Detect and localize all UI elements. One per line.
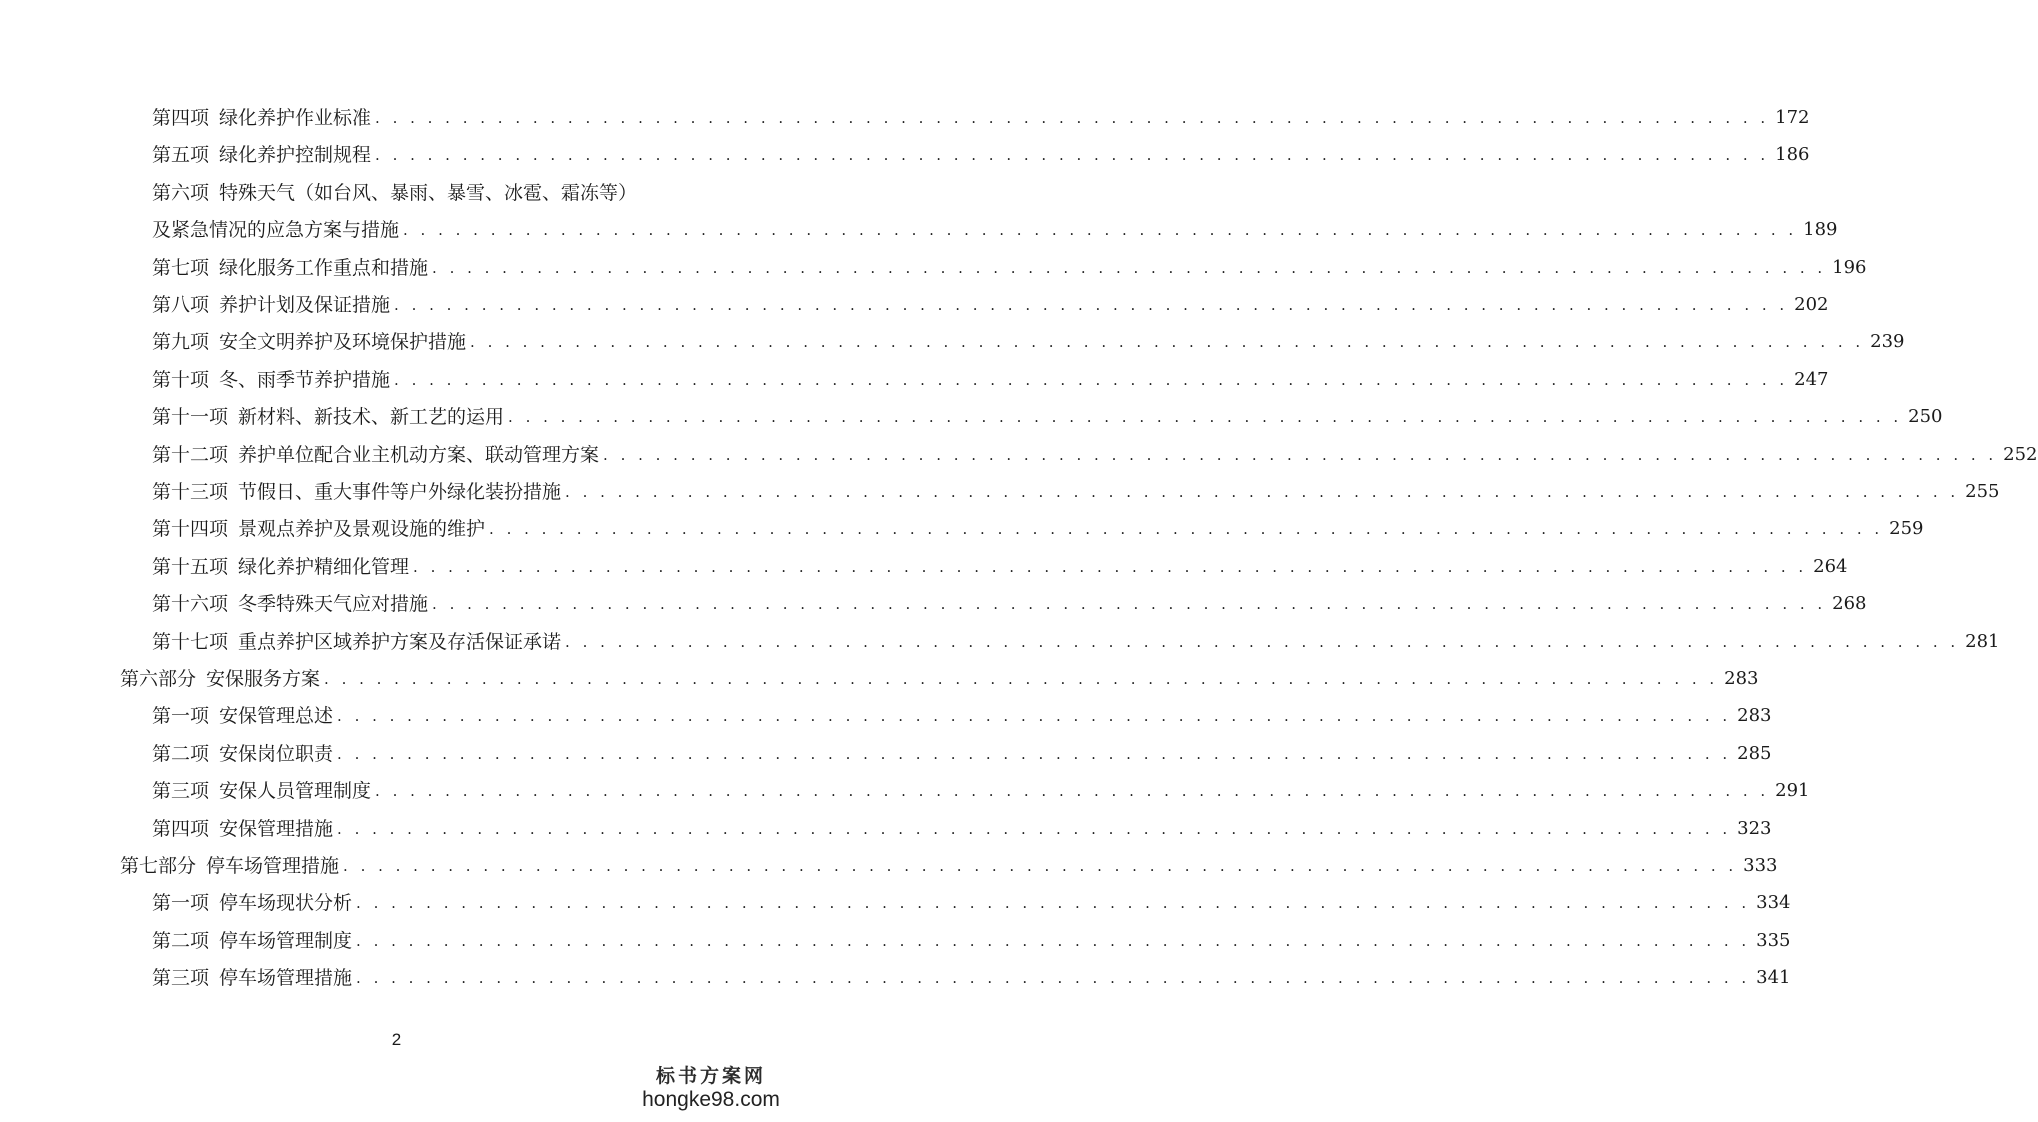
toc-entry-page: 283 bbox=[1724, 668, 1759, 689]
toc-entry-page: 341 bbox=[1756, 967, 1791, 989]
toc-entry[interactable] bbox=[152, 437, 2038, 473]
toc-entry-number: 第十四项 bbox=[152, 518, 229, 541]
toc-entry[interactable] bbox=[152, 474, 2000, 510]
toc-entry-label bbox=[152, 287, 390, 323]
site-watermark bbox=[636, 1065, 786, 1113]
toc-entry-label bbox=[152, 923, 352, 959]
watermark-url: hongke98.com bbox=[642, 1088, 780, 1111]
toc-entry[interactable] bbox=[152, 287, 1829, 323]
toc-dot-leader: . . . . . . . . . . . . . . . . . . . . . . . . . . . . . . . . . . . . . . . . . . . . . . . . . . . . . . . . . . . . . . . . . . . . . . . . . . . . . . . . bbox=[413, 557, 1808, 576]
toc-entry-title: 景观点养护及景观设施的维护 bbox=[238, 518, 486, 541]
toc-entry-title: 绿化养护作业标准 bbox=[219, 107, 372, 129]
toc-entry-number: 第十项 bbox=[152, 368, 210, 391]
toc-entry-number: 第十二项 bbox=[152, 443, 229, 466]
toc-entry-number: 第八项 bbox=[152, 294, 210, 316]
toc-entry-page: 186 bbox=[1775, 144, 1810, 166]
toc-entry-label bbox=[152, 736, 333, 772]
toc-entry-number: 第六部分 bbox=[120, 668, 197, 690]
toc-entry-number: 第一项 bbox=[152, 892, 210, 915]
toc-entry[interactable] bbox=[152, 549, 1848, 585]
toc-entry-number: 第十一项 bbox=[152, 406, 229, 429]
toc-entry[interactable] bbox=[152, 175, 674, 211]
toc-entry-number: 第一项 bbox=[152, 705, 210, 728]
toc-dot-leader: . . . . . . . . . . . . . . . . . . . . . . . . . . . . . . . . . . . . . . . . . . . . . . . . . . . . . . . . . . . . . . . . . . . . . . . . . . . . . . . . bbox=[508, 408, 1903, 427]
toc-dot-leader: . . . . . . . . . . . . . . . . . . . . . . . . . . . . . . . . . . . . . . . . . . . . . . . . . . . . . . . . . . . . . . . . . . . . . . . . . . . . . . . . bbox=[375, 782, 1770, 801]
toc-dot-leader: . . . . . . . . . . . . . . . . . . . . . . . . . . . . . . . . . . . . . . . . . . . . . . . . . . . . . . . . . . . . . . . . . . . . . . . . . . . . . . . . bbox=[565, 483, 1960, 501]
toc-entry-title: 停车场现状分析 bbox=[219, 892, 353, 915]
toc-entry-title: 及紧急情况的应急方案与措施 bbox=[152, 219, 400, 242]
toc-entry-page: 255 bbox=[1965, 481, 2000, 502]
toc-entry-label bbox=[152, 474, 561, 510]
toc-entry-number: 第十七项 bbox=[152, 630, 229, 653]
toc-entry-number: 第十六项 bbox=[152, 593, 229, 616]
toc-dot-leader: . . . . . . . . . . . . . . . . . . . . . . . . . . . . . . . . . . . . . . . . . . . . . . . . . . . . . . . . . . . . . . . . . . . . . . . . . . . . . . . . bbox=[470, 333, 1865, 352]
toc-dot-leader: . . . . . . . . . . . . . . . . . . . . . . . . . . . . . . . . . . . . . . . . . . . . . . . . . . . . . . . . . . . . . . . . . . . . . . . . . . . . . . . . bbox=[394, 370, 1789, 389]
toc-dot-leader: . . . . . . . . . . . . . . . . . . . . . . . . . . . . . . . . . . . . . . . . . . . . . . . . . . . . . . . . . . . . . . . . . . . . . . . . . . . . . . . . bbox=[603, 445, 1998, 464]
toc-entry-label bbox=[152, 773, 371, 809]
toc-section-entry[interactable] bbox=[120, 848, 1778, 884]
toc-dot-leader: . . . . . . . . . . . . . . . . . . . . . . . . . . . . . . . . . . . . . . . . . . . . . . . . . . . . . . . . . . . . . . . . . . . . . . . . . . . . . . . . bbox=[337, 707, 1732, 726]
toc-entry-page: 202 bbox=[1794, 294, 1829, 315]
toc-entry-number: 第七部分 bbox=[120, 855, 197, 877]
toc-entry-number: 第四项 bbox=[152, 107, 210, 129]
toc-entry-title: 安保管理总述 bbox=[219, 705, 334, 728]
toc-entry[interactable] bbox=[152, 399, 1943, 435]
toc-entry-page: 259 bbox=[1889, 518, 1924, 540]
toc-entry-title: 养护计划及保证措施 bbox=[219, 294, 391, 316]
toc-entry-page: 285 bbox=[1737, 742, 1772, 764]
toc-entry[interactable] bbox=[152, 624, 2000, 660]
toc-entry-label bbox=[120, 661, 320, 697]
toc-entry-title: 绿化养护控制规程 bbox=[219, 144, 372, 167]
toc-entry-page: 281 bbox=[1965, 630, 2000, 652]
toc-entry[interactable] bbox=[152, 511, 1924, 547]
toc-entry-title: 安保服务方案 bbox=[206, 668, 321, 690]
toc-entry-page: 196 bbox=[1832, 256, 1867, 278]
toc-entry-title: 安保岗位职责 bbox=[219, 742, 334, 765]
toc-entry-label bbox=[152, 250, 428, 286]
toc-entry[interactable] bbox=[152, 586, 1867, 622]
toc-entry-number: 第三项 bbox=[152, 967, 210, 990]
toc-entry-page: 268 bbox=[1832, 593, 1867, 615]
toc-entry[interactable] bbox=[152, 324, 1905, 360]
toc-entry-label bbox=[152, 437, 599, 473]
toc-dot-leader: . . . . . . . . . . . . . . . . . . . . . . . . . . . . . . . . . . . . . . . . . . . . . . . . . . . . . . . . . . . . . . . . . . . . . . . . . . . . . . . . bbox=[356, 894, 1751, 913]
toc-dot-leader: . . . . . . . . . . . . . . . . . . . . . . . . . . . . . . . . . . . . . . . . . . . . . . . . . . . . . . . . . . . . . . . . . . . . . . . . . . . . . . . . bbox=[356, 969, 1751, 988]
toc-entry-number: 第十五项 bbox=[152, 555, 229, 578]
toc-dot-leader: . . . . . . . . . . . . . . . . . . . . . . . . . . . . . . . . . . . . . . . . . . . . . . . . . . . . . . . . . . . . . . . . . . . . . . . . . . . . . . . . bbox=[394, 296, 1789, 314]
toc-dot-leader: . . . . . . . . . . . . . . . . . . . . . . . . . . . . . . . . . . . . . . . . . . . . . . . . . . . . . . . . . . . . . . . . . . . . . . . . . . . . . . . . bbox=[337, 744, 1732, 763]
toc-entry-title: 停车场管理措施 bbox=[219, 967, 353, 990]
toc-entry[interactable] bbox=[152, 923, 1791, 959]
toc-entry-number: 第四项 bbox=[152, 817, 210, 840]
toc-entry-page: 333 bbox=[1743, 855, 1778, 876]
toc-entry-title: 节假日、重大事件等户外绿化装扮措施 bbox=[238, 481, 562, 503]
toc-entry-page: 252 bbox=[2003, 443, 2038, 465]
toc-entry-title: 安保人员管理制度 bbox=[219, 780, 372, 803]
toc-entry-page: 334 bbox=[1756, 892, 1791, 914]
toc-entry-label bbox=[152, 212, 399, 248]
toc-entry-number: 第三项 bbox=[152, 780, 210, 803]
toc-entry[interactable] bbox=[152, 250, 1867, 286]
toc-entry-title: 安全文明养护及环境保护措施 bbox=[219, 331, 467, 354]
toc-entry-number: 第九项 bbox=[152, 331, 210, 354]
watermark-name: 标书方案网 bbox=[655, 1065, 766, 1087]
toc-entry-label bbox=[152, 324, 466, 360]
toc-entry-number: 第五项 bbox=[152, 144, 210, 167]
toc-entry-number: 第七项 bbox=[152, 256, 210, 279]
toc-dot-leader: . . . . . . . . . . . . . . . . . . . . . . . . . . . . . . . . . . . . . . . . . . . . . . . . . . . . . . . . . . . . . . . . . . . . . . . . . . . . . . . . bbox=[432, 595, 1827, 614]
toc-dot-leader: . . . . . . . . . . . . . . . . . . . . . . . . . . . . . . . . . . . . . . . . . . . . . . . . . . . . . . . . . . . . . . . . . . . . . . . . . . . . . . . . bbox=[432, 258, 1827, 277]
toc-entry-label bbox=[152, 885, 352, 921]
toc-entry-page: 247 bbox=[1794, 368, 1829, 390]
toc-entry[interactable] bbox=[152, 885, 1791, 921]
toc-entry-page: 283 bbox=[1737, 705, 1772, 727]
toc-entry[interactable] bbox=[152, 362, 1829, 398]
toc-entry-label bbox=[152, 362, 390, 398]
toc-entry-number: 第二项 bbox=[152, 742, 210, 765]
toc-dot-leader: . . . . . . . . . . . . . . . . . . . . . . . . . . . . . . . . . . . . . . . . . . . . . . . . . . . . . . . . . . . . . . . . . . . . . . . . . . . . . . . . bbox=[343, 857, 1738, 875]
toc-entry[interactable] bbox=[152, 811, 1772, 847]
toc-entry-label bbox=[152, 698, 333, 734]
toc-entry-title: 冬季特殊天气应对措施 bbox=[238, 593, 429, 616]
toc-entry-label bbox=[152, 511, 485, 547]
page-number: 2 bbox=[391, 1030, 402, 1049]
toc-entry[interactable] bbox=[152, 698, 1772, 734]
toc-entry-number: 第十三项 bbox=[152, 481, 229, 503]
toc-entry-label bbox=[152, 399, 504, 435]
toc-dot-leader: . . . . . . . . . . . . . . . . . . . . . . . . . . . . . . . . . . . . . . . . . . . . . . . . . . . . . . . . . . . . . . . . . . . . . . . . . . . . . . . . bbox=[356, 931, 1751, 950]
toc-dot-leader: . . . . . . . . . . . . . . . . . . . . . . . . . . . . . . . . . . . . . . . . . . . . . . . . . . . . . . . . . . . . . . . . . . . . . . . . . . . . . . . . bbox=[375, 146, 1770, 165]
toc-entry-label bbox=[152, 624, 561, 660]
toc-dot-leader: . . . . . . . . . . . . . . . . . . . . . . . . . . . . . . . . . . . . . . . . . . . . . . . . . . . . . . . . . . . . . . . . . . . . . . . . . . . . . . . . bbox=[489, 520, 1884, 539]
toc-entry-label bbox=[152, 586, 428, 622]
toc-entry[interactable] bbox=[152, 736, 1772, 772]
toc-entry-label bbox=[152, 100, 371, 136]
toc-entry-title: 绿化养护精细化管理 bbox=[238, 555, 410, 578]
toc-entry-label bbox=[120, 848, 339, 884]
toc-entry-title: 安保管理措施 bbox=[219, 817, 334, 840]
toc-entry-page: 239 bbox=[1870, 331, 1905, 353]
toc-dot-leader: . . . . . . . . . . . . . . . . . . . . . . . . . . . . . . . . . . . . . . . . . . . . . . . . . . . . . . . . . . . . . . . . . . . . . . . . . . . . . . . . bbox=[565, 632, 1960, 651]
toc-entry-page: 335 bbox=[1756, 929, 1791, 951]
toc-entry-label bbox=[152, 137, 371, 173]
toc-entry-label bbox=[152, 811, 333, 847]
toc-entry-title: 停车场管理措施 bbox=[206, 855, 340, 877]
toc-entry-label bbox=[152, 175, 637, 211]
toc-entry-title: 停车场管理制度 bbox=[219, 929, 353, 952]
toc-entry[interactable] bbox=[152, 100, 1810, 136]
toc-entry-title: 新材料、新技术、新工艺的运用 bbox=[238, 406, 505, 429]
toc-entry[interactable] bbox=[152, 773, 1810, 809]
toc-entry-page: 172 bbox=[1775, 107, 1810, 128]
toc-dot-leader: . . . . . . . . . . . . . . . . . . . . . . . . . . . . . . . . . . . . . . . . . . . . . . . . . . . . . . . . . . . . . . . . . . . . . . . . . . . . . . . . bbox=[324, 670, 1719, 688]
toc-entry-title: 重点养护区域养护方案及存活保证承诺 bbox=[238, 630, 562, 653]
toc-entry-label bbox=[152, 549, 409, 585]
toc-dot-leader: . . . . . . . . . . . . . . . . . . . . . . . . . . . . . . . . . . . . . . . . . . . . . . . . . . . . . . . . . . . . . . . . . . . . . . . . . . . . . . . . bbox=[375, 109, 1770, 127]
toc-entry-page: 189 bbox=[1803, 219, 1838, 241]
toc-entry[interactable] bbox=[152, 212, 1838, 248]
toc-entry-label bbox=[152, 960, 352, 996]
toc-entry-page: 250 bbox=[1908, 406, 1943, 428]
toc-entry-number: 第六项 bbox=[152, 181, 210, 204]
toc-entry-title: 冬、雨季节养护措施 bbox=[219, 368, 391, 391]
toc-section-entry[interactable] bbox=[120, 661, 1759, 697]
toc-entry-title: 特殊天气（如台风、暴雨、暴雪、冰雹、霜冻等） bbox=[219, 181, 638, 204]
toc-entry[interactable] bbox=[152, 137, 1810, 173]
toc-entry[interactable] bbox=[152, 960, 1791, 996]
toc-entry-page: 323 bbox=[1737, 817, 1772, 839]
toc-dot-leader: . . . . . . . . . . . . . . . . . . . . . . . . . . . . . . . . . . . . . . . . . . . . . . . . . . . . . . . . . . . . . . . . . . . . . . . . . . . . . . . . bbox=[337, 819, 1732, 838]
toc-entry-number: 第二项 bbox=[152, 929, 210, 952]
toc-dot-leader: . . . . . . . . . . . . . . . . . . . . . . . . . . . . . . . . . . . . . . . . . . . . . . . . . . . . . . . . . . . . . . . . . . . . . . . . . . . . . . . . bbox=[403, 221, 1798, 240]
toc-entry-page: 291 bbox=[1775, 780, 1810, 802]
toc-entry-page: 264 bbox=[1813, 555, 1848, 577]
toc-entry-title: 绿化服务工作重点和措施 bbox=[219, 256, 429, 279]
toc-entry-title: 养护单位配合业主机动方案、联动管理方案 bbox=[238, 443, 600, 466]
